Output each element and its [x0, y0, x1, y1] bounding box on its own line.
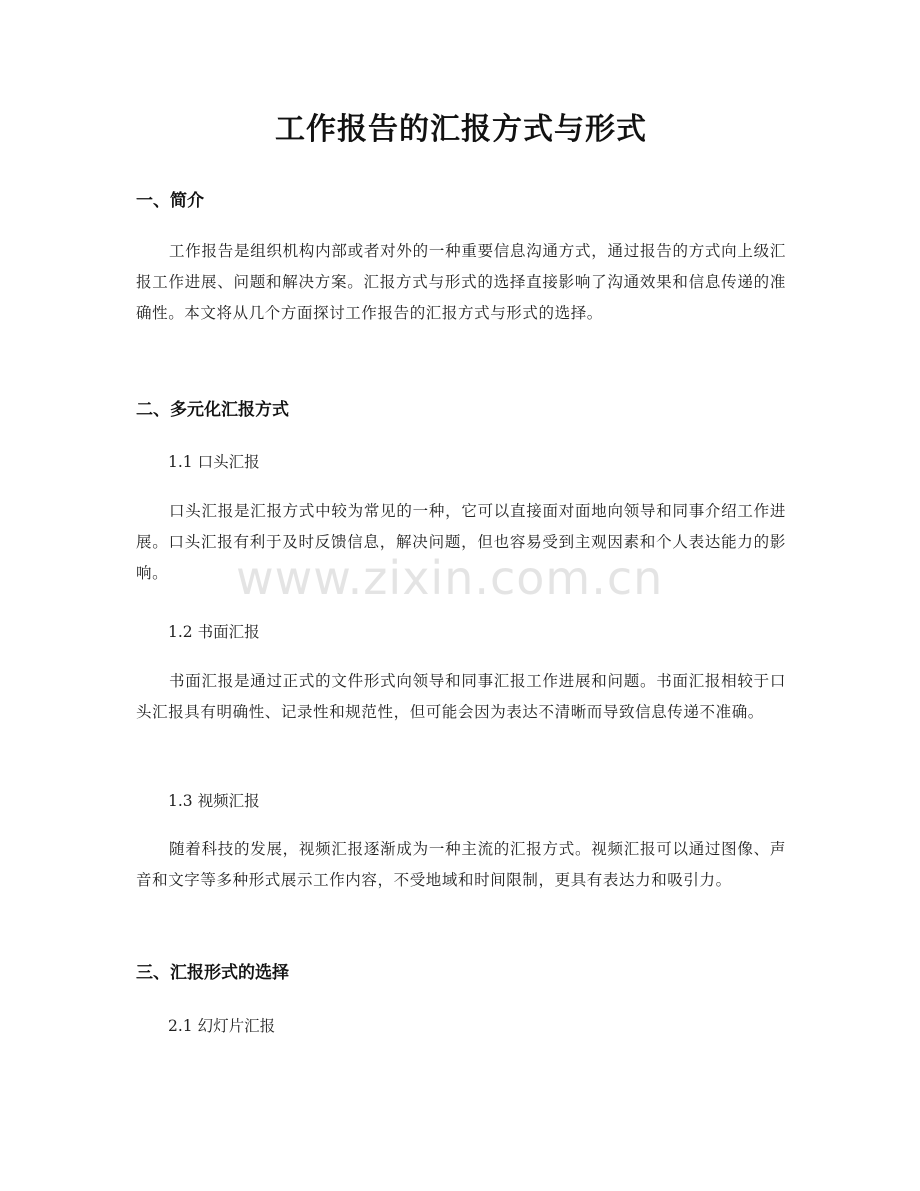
subsection-heading-written: 1.2 书面汇报	[168, 623, 260, 641]
section-heading-intro: 一、简介	[136, 191, 204, 211]
subsection-heading-oral: 1.1 口头汇报	[168, 453, 260, 471]
section-heading-forms: 三、汇报形式的选择	[136, 963, 289, 983]
document-title: 工作报告的汇报方式与形式	[275, 112, 647, 147]
subsection-heading-video: 1.3 视频汇报	[168, 792, 260, 810]
intro-paragraph: 工作报告是组织机构内部或者对外的一种重要信息沟通方式，通过报告的方式向上级汇报工作进展、问题和解决方案。汇报方式与形式的选择直接影响了沟通效果和信息传递的准确性。本文将从几个方面探讨工作报告的汇报方式与形式的选择。	[136, 242, 786, 322]
oral-report-paragraph: 口头汇报是汇报方式中较为常见的一种，它可以直接面对面地向领导和同事介绍工作进展。口头汇报有利于及时反馈信息，解决问题，但也容易受到主观因素和个人表达能力的影响。	[136, 502, 786, 582]
section-heading-methods: 二、多元化汇报方式	[136, 400, 289, 420]
video-report-paragraph: 随着科技的发展，视频汇报逐渐成为一种主流的汇报方式。视频汇报可以通过图像、声音和文字等多种形式展示工作内容，不受地域和时间限制，更具有表达力和吸引力。	[136, 840, 786, 889]
subsection-heading-slides: 2.1 幻灯片汇报	[168, 1017, 276, 1035]
written-report-paragraph: 书面汇报是通过正式的文件形式向领导和同事汇报工作进展和问题。书面汇报相较于口头汇报具有明确性、记录性和规范性，但可能会因为表达不清晰而导致信息传递不准确。	[136, 672, 786, 721]
watermark-text: www.zixin.com.cn	[236, 551, 664, 605]
